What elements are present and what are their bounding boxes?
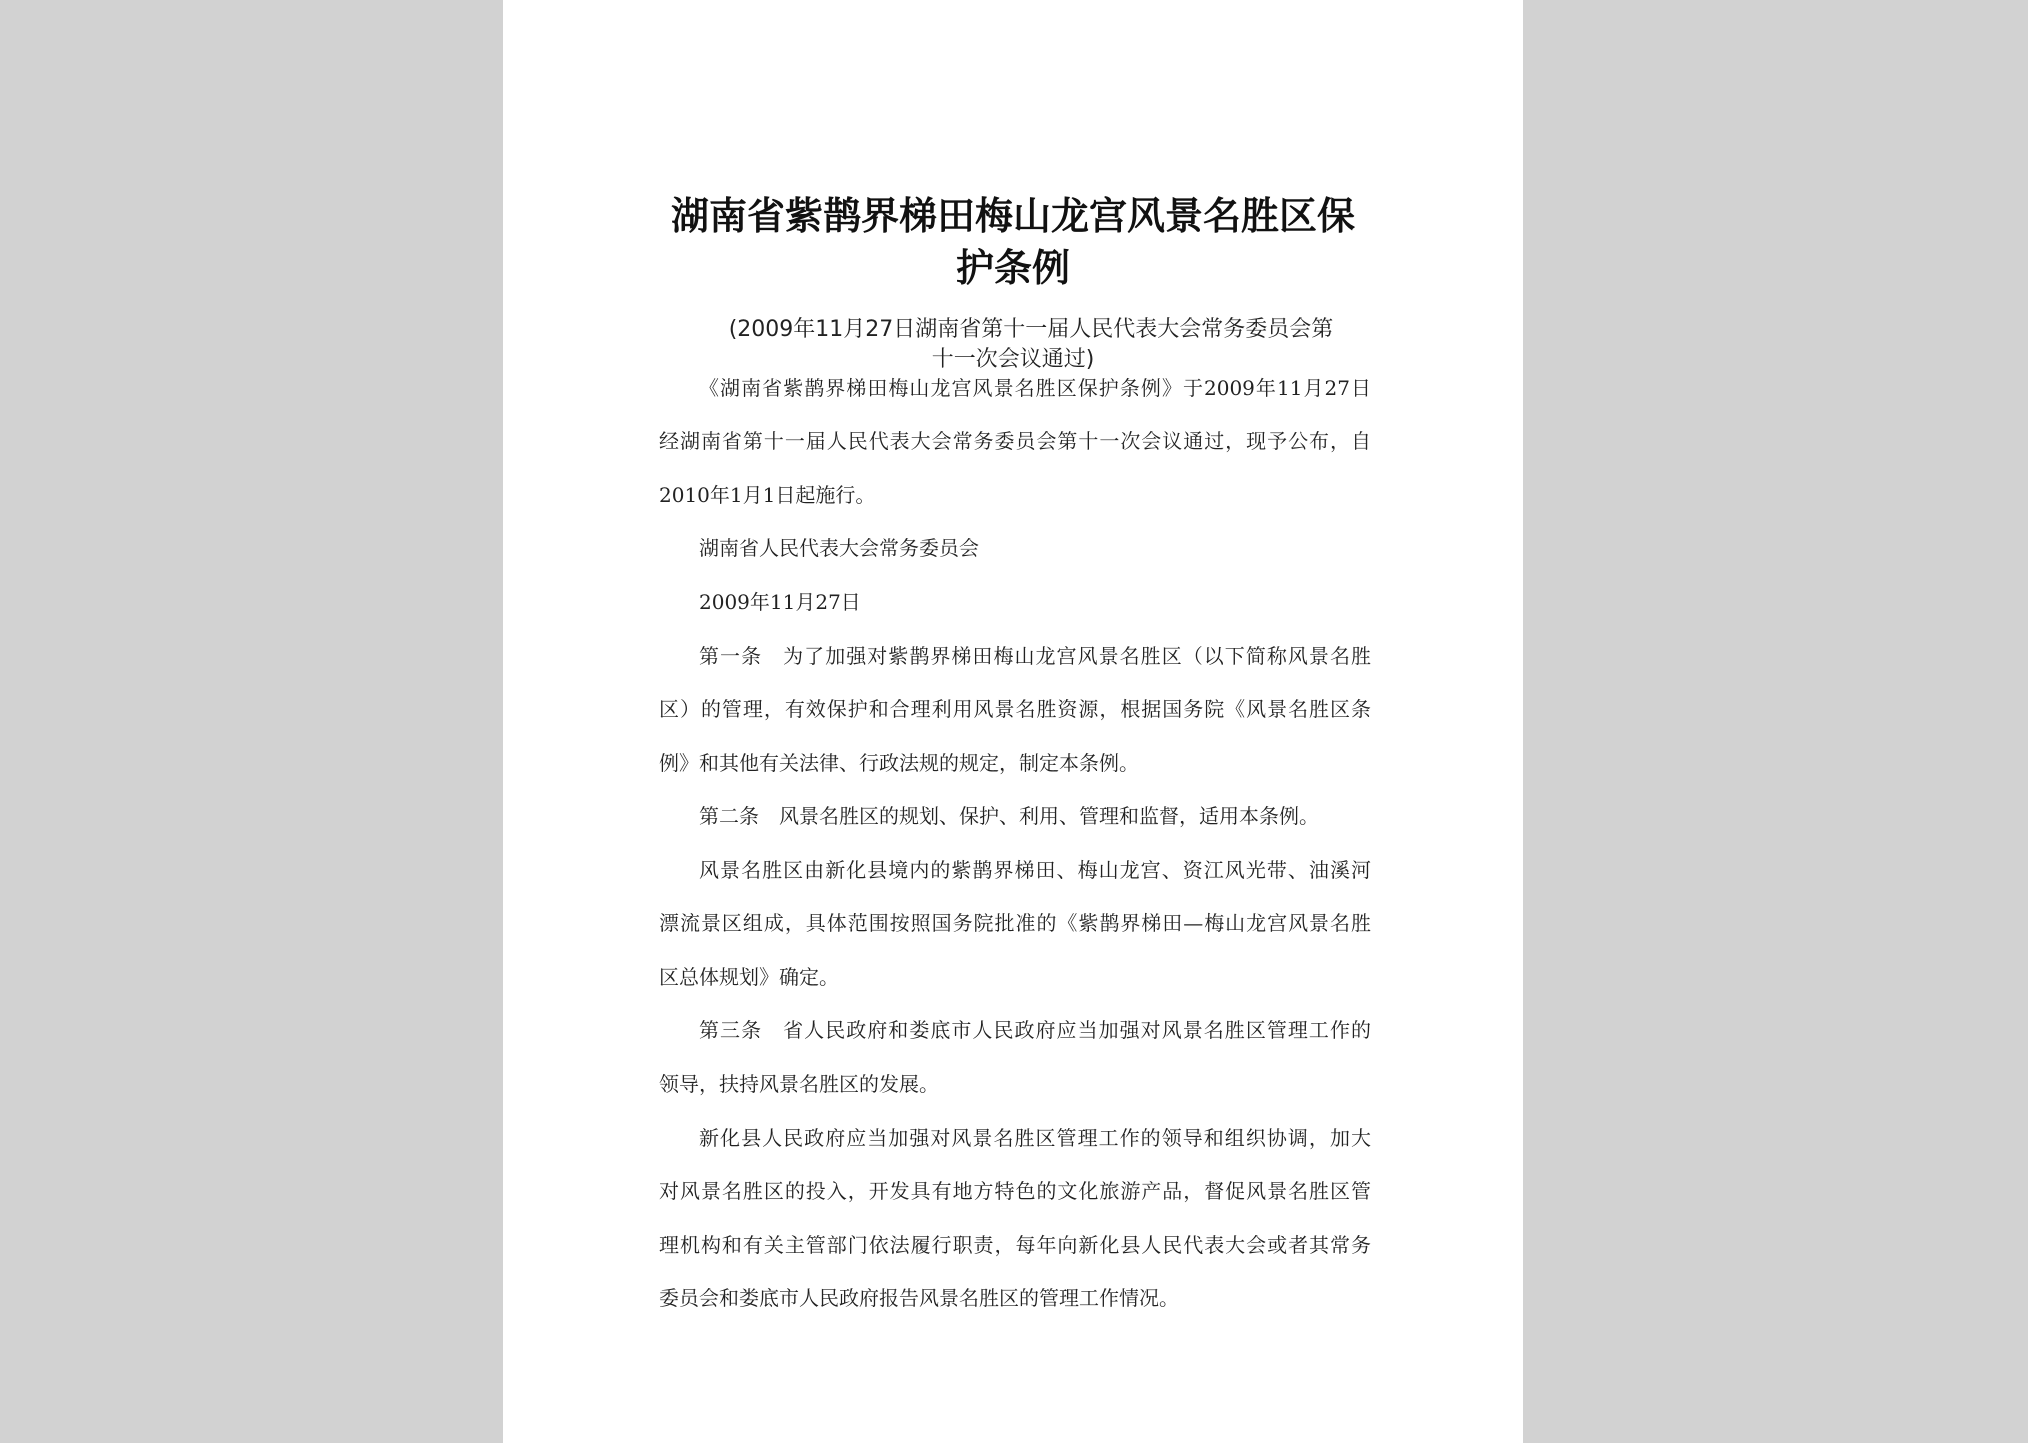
document-subtitle-line-1: (2009年11月27日湖南省第十一届人民代表大会常务委员会第 — [728, 317, 1334, 342]
article-2-line: 风景名胜区由新化县境内的紫鹊界梯田、梅山龙宫、资江风光带、油溪河 — [699, 858, 1371, 882]
article-3-line: 第三条 省人民政府和娄底市人民政府应当加强对风景名胜区管理工作的 — [699, 1018, 1371, 1042]
article-3-line: 对风景名胜区的投入，开发具有地方特色的文化旅游产品，督促风景名胜区管 — [659, 1179, 1371, 1203]
article-1-line: 区）的管理，有效保护和合理利用风景名胜资源，根据国务院《风景名胜区条 — [659, 697, 1371, 721]
article-1-line: 例》和其他有关法律、行政法规的规定，制定本条例。 — [659, 751, 1139, 775]
document-title-line-2: 护条例 — [955, 246, 1070, 290]
date-line: 2009年11月27日 — [699, 590, 861, 614]
signatory-line: 湖南省人民代表大会常务委员会 — [699, 536, 979, 560]
document-page — [503, 0, 1523, 1443]
body-line: 《湖南省紫鹊界梯田梅山龙宫风景名胜区保护条例》于2009年11月27日 — [699, 376, 1371, 400]
body-line: 2010年1月1日起施行。 — [659, 483, 876, 507]
article-2-line: 漂流景区组成，具体范围按照国务院批准的《紫鹊界梯田—梅山龙宫风景名胜 — [659, 911, 1371, 935]
article-2-line: 第二条 风景名胜区的规划、保护、利用、管理和监督，适用本条例。 — [699, 804, 1319, 828]
document-subtitle-line-2: 十一次会议通过) — [931, 347, 1095, 372]
article-3-line: 理机构和有关主管部门依法履行职责，每年向新化县人民代表大会或者其常务 — [659, 1233, 1371, 1257]
body-line: 经湖南省第十一届人民代表大会常务委员会第十一次会议通过，现予公布，自 — [659, 429, 1371, 453]
document-title-line-1: 湖南省紫鹊界梯田梅山龙宫风景名胜区保 — [670, 194, 1355, 238]
article-3-line: 新化县人民政府应当加强对风景名胜区管理工作的领导和组织协调，加大 — [699, 1126, 1371, 1150]
article-2-line: 区总体规划》确定。 — [659, 965, 839, 989]
article-1-line: 第一条 为了加强对紫鹊界梯田梅山龙宫风景名胜区（以下简称风景名胜 — [699, 644, 1371, 668]
article-3-line: 领导，扶持风景名胜区的发展。 — [659, 1072, 939, 1096]
article-3-line: 委员会和娄底市人民政府报告风景名胜区的管理工作情况。 — [659, 1286, 1179, 1310]
